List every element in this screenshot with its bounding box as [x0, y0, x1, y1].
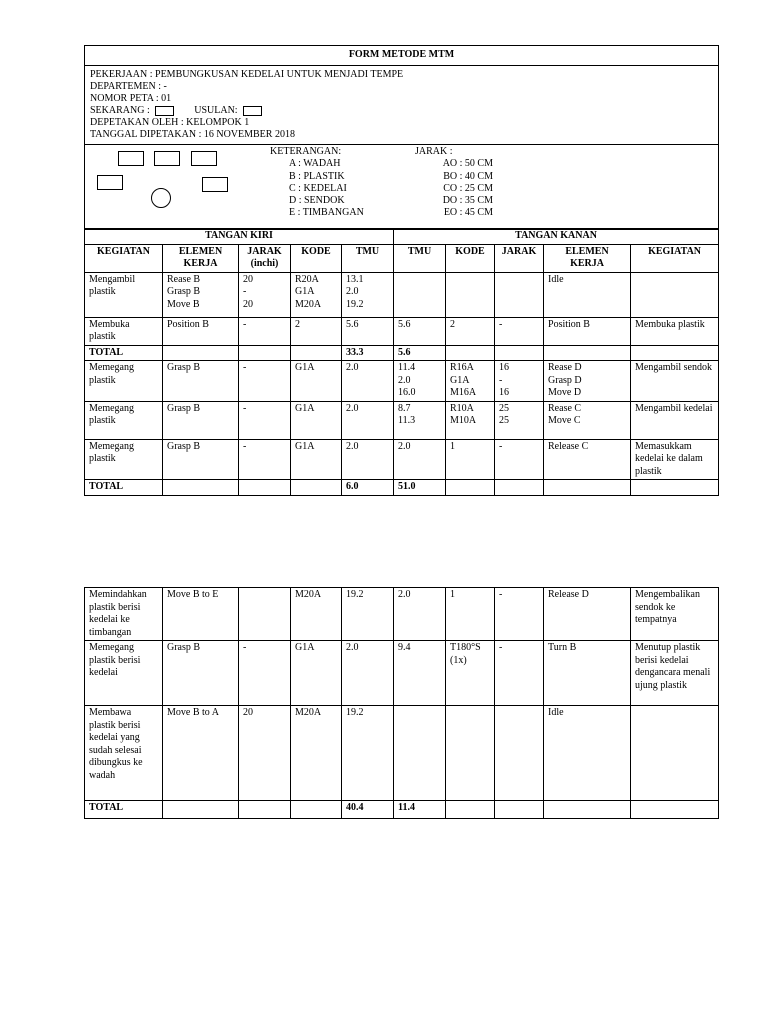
- cell-kegiatan-right: Mengembalikan sendok ke tempatnya: [631, 588, 719, 641]
- jarak-title: JARAK :: [415, 146, 453, 157]
- table-row: [85, 641, 719, 706]
- cell-elemen-left: Position B: [163, 317, 239, 345]
- cell-tmu-right: 11.4 2.0 16.0: [394, 361, 446, 402]
- table-row: [85, 272, 719, 317]
- cell-kegiatan-right: [631, 706, 719, 801]
- cell-tmu-left: 5.6: [342, 317, 394, 345]
- cell-jarak-left: -: [239, 317, 291, 345]
- cell-kegiatan-left: Memegang plastik berisi kedelai: [85, 641, 163, 706]
- cell-kegiatan-right: Membuka plastik: [631, 317, 719, 345]
- cell-jarak-right: [495, 345, 544, 361]
- cell-jarak-left: 20 - 20: [239, 272, 291, 317]
- table-row: [85, 401, 719, 439]
- cell-tmu-right: 9.4: [394, 641, 446, 706]
- cell-kode-right: [446, 706, 495, 801]
- cell-kegiatan-right: Menutup plastik berisi kedelai dengancara menali ujung plastik: [631, 641, 719, 706]
- cell-kode-right: 1: [446, 439, 495, 480]
- cell-kode-left: G1A: [291, 641, 342, 706]
- col-kode-right: KODE: [446, 244, 495, 272]
- cell-jarak-left: [239, 480, 291, 496]
- rect-shape-icon: [191, 151, 217, 166]
- cell-elemen-right: [544, 801, 631, 819]
- cell-jarak-left: -: [239, 401, 291, 439]
- cell-tmu-left: 13.1 2.0 19.2: [342, 272, 394, 317]
- cell-kegiatan-left: TOTAL: [85, 345, 163, 361]
- cell-kegiatan-right: Memasukkam kedelai ke dalam plastik: [631, 439, 719, 480]
- cell-jarak-right: [495, 706, 544, 801]
- right-hand-header: TANGAN KANAN: [394, 229, 719, 245]
- cell-kode-right: [446, 272, 495, 317]
- cell-kegiatan-left: Memindahkan plastik berisi kedelai ke timbangan: [85, 588, 163, 641]
- col-kode-left: KODE: [291, 244, 342, 272]
- jarak-list: [415, 146, 493, 220]
- cell-kode-right: T180°S (1x): [446, 641, 495, 706]
- rect-shape-icon: [202, 177, 228, 192]
- cell-elemen-left: [163, 801, 239, 819]
- sekarang-label: SEKARANG :: [90, 105, 150, 116]
- cell-tmu-right: 5.6: [394, 317, 446, 345]
- cell-elemen-right: Release D: [544, 588, 631, 641]
- table-row: [85, 706, 719, 801]
- cell-elemen-left: Grasp B: [163, 641, 239, 706]
- cell-kegiatan-right: Mengambil sendok: [631, 361, 719, 402]
- table-row: [85, 439, 719, 480]
- col-elemen-left: ELEMEN KERJA: [163, 244, 239, 272]
- col-kegiatan-right: KEGIATAN: [631, 244, 719, 272]
- cell-tmu-left: 2.0: [342, 641, 394, 706]
- rect-shape-icon: [118, 151, 144, 166]
- cell-tmu-left: 6.0: [342, 480, 394, 496]
- keterangan-list: [270, 146, 364, 220]
- cell-kode-right: R16A G1A M16A: [446, 361, 495, 402]
- cell-kegiatan-left: TOTAL: [85, 480, 163, 496]
- table-row: [85, 361, 719, 402]
- cell-jarak-right: [495, 801, 544, 819]
- cell-kegiatan-left: Memegang plastik: [85, 401, 163, 439]
- mtm-table-1: [84, 228, 719, 496]
- form-title: FORM METODE MTM: [85, 46, 718, 66]
- col-tmu-left: TMU: [342, 244, 394, 272]
- cell-kegiatan-left: Mengambil plastik: [85, 272, 163, 317]
- cell-kegiatan-left: Membuka plastik: [85, 317, 163, 345]
- cell-elemen-left: [163, 480, 239, 496]
- jarak-item: AO : 50 CM: [442, 158, 493, 170]
- cell-jarak-left: 20: [239, 706, 291, 801]
- cell-tmu-left: 2.0: [342, 401, 394, 439]
- cell-tmu-right: [394, 706, 446, 801]
- cell-kode-left: [291, 345, 342, 361]
- cell-jarak-right: [495, 272, 544, 317]
- cell-tmu-right: 2.0: [394, 439, 446, 480]
- cell-kode-left: G1A: [291, 401, 342, 439]
- cell-kode-left: G1A: [291, 439, 342, 480]
- form-header-block: [84, 45, 719, 230]
- cell-elemen-right: Release C: [544, 439, 631, 480]
- cell-tmu-left: 2.0: [342, 439, 394, 480]
- col-jarak-right: JARAK: [495, 244, 544, 272]
- cell-tmu-right: 51.0: [394, 480, 446, 496]
- cell-elemen-right: Idle: [544, 706, 631, 801]
- job-info: [85, 66, 718, 145]
- cell-jarak-right: -: [495, 588, 544, 641]
- cell-kode-right: R10A M10A: [446, 401, 495, 439]
- cell-elemen-left: Move B to A: [163, 706, 239, 801]
- cell-kegiatan-right: [631, 345, 719, 361]
- cell-kode-left: [291, 801, 342, 819]
- table-row: [85, 317, 719, 345]
- total-row: [85, 480, 719, 496]
- cell-kegiatan-right: [631, 272, 719, 317]
- table1-body: [85, 272, 719, 495]
- cell-tmu-left: 40.4: [342, 801, 394, 819]
- table2-body: [85, 588, 719, 819]
- keterangan-item: B : PLASTIK: [289, 170, 345, 182]
- cell-elemen-right: [544, 480, 631, 496]
- keterangan-item: E : TIMBANGAN: [289, 207, 364, 219]
- usulan-checkbox[interactable]: [243, 106, 262, 116]
- cell-tmu-right: 5.6: [394, 345, 446, 361]
- total-row: [85, 345, 719, 361]
- cell-jarak-right: -: [495, 641, 544, 706]
- circle-shape-icon: [151, 188, 171, 208]
- cell-jarak-right: 25 25: [495, 401, 544, 439]
- cell-kode-left: 2: [291, 317, 342, 345]
- cell-jarak-left: -: [239, 361, 291, 402]
- table-row: [85, 588, 719, 641]
- tanggal-text: TANGGAL DIPETAKAN : 16 NOVEMBER 2018: [90, 129, 295, 140]
- nomor-peta-text: NOMOR PETA : 01: [90, 93, 172, 104]
- legend-section: [85, 145, 718, 229]
- cell-kode-left: M20A: [291, 588, 342, 641]
- cell-kegiatan-left: Membawa plastik berisi kedelai yang sudah selesai dibungkus ke wadah: [85, 706, 163, 801]
- departemen-text: DEPARTEMEN : -: [90, 81, 167, 92]
- cell-jarak-left: [239, 588, 291, 641]
- cell-tmu-left: 33.3: [342, 345, 394, 361]
- cell-tmu-right: [394, 272, 446, 317]
- left-hand-header: TANGAN KIRI: [85, 229, 394, 245]
- jarak-item: EO : 45 CM: [443, 207, 493, 219]
- col-elemen-right: ELEMEN KERJA: [544, 244, 631, 272]
- cell-kode-right: [446, 480, 495, 496]
- cell-tmu-left: 2.0: [342, 361, 394, 402]
- usulan-label: USULAN:: [194, 105, 238, 116]
- cell-jarak-left: -: [239, 439, 291, 480]
- cell-elemen-left: Grasp B: [163, 401, 239, 439]
- cell-kode-left: R20A G1A M20A: [291, 272, 342, 317]
- cell-elemen-right: Idle: [544, 272, 631, 317]
- total-row: [85, 801, 719, 819]
- dipetakan-oleh-text: DEPETAKAN OLEH : KELOMPOK 1: [90, 117, 250, 128]
- sekarang-usulan-row: [90, 105, 718, 117]
- cell-kode-right: [446, 345, 495, 361]
- col-kegiatan-left: KEGIATAN: [85, 244, 163, 272]
- cell-tmu-left: 19.2: [342, 588, 394, 641]
- col-jarak-left: JARAK (inchi): [239, 244, 291, 272]
- keterangan-title: KETERANGAN:: [270, 146, 342, 157]
- cell-jarak-right: [495, 480, 544, 496]
- cell-jarak-right: -: [495, 317, 544, 345]
- cell-elemen-right: [544, 345, 631, 361]
- cell-elemen-left: Rease B Grasp B Move B: [163, 272, 239, 317]
- jarak-item: BO : 40 CM: [443, 170, 493, 182]
- cell-elemen-left: Move B to E: [163, 588, 239, 641]
- cell-tmu-right: 8.7 11.3: [394, 401, 446, 439]
- cell-tmu-left: 19.2: [342, 706, 394, 801]
- cell-jarak-left: [239, 801, 291, 819]
- keterangan-item: D : SENDOK: [289, 195, 345, 207]
- jarak-item: CO : 25 CM: [443, 182, 493, 194]
- cell-jarak-right: 16 - 16: [495, 361, 544, 402]
- mtm-table-2: [84, 587, 719, 819]
- cell-kode-left: M20A: [291, 706, 342, 801]
- cell-elemen-left: Grasp B: [163, 439, 239, 480]
- cell-elemen-left: Grasp B: [163, 361, 239, 402]
- cell-jarak-right: -: [495, 439, 544, 480]
- cell-elemen-right: Turn B: [544, 641, 631, 706]
- col-tmu-right: TMU: [394, 244, 446, 272]
- cell-kode-right: 2: [446, 317, 495, 345]
- cell-kode-right: [446, 801, 495, 819]
- cell-kegiatan-right: [631, 801, 719, 819]
- cell-kegiatan-left: TOTAL: [85, 801, 163, 819]
- cell-kegiatan-right: [631, 480, 719, 496]
- cell-kegiatan-left: Memegang plastik: [85, 361, 163, 402]
- cell-tmu-right: 2.0: [394, 588, 446, 641]
- cell-kegiatan-left: Memegang plastik: [85, 439, 163, 480]
- pekerjaan-text: PEKERJAAN : PEMBUNGKUSAN KEDELAI UNTUK MENJADI TEMPE: [90, 69, 404, 80]
- cell-elemen-right: Rease C Move C: [544, 401, 631, 439]
- rect-shape-icon: [154, 151, 180, 166]
- cell-kegiatan-right: Mengambil kedelai: [631, 401, 719, 439]
- sekarang-checkbox[interactable]: [155, 106, 174, 116]
- cell-kode-right: 1: [446, 588, 495, 641]
- jarak-item: DO : 35 CM: [442, 195, 493, 207]
- rect-shape-icon: [97, 175, 123, 190]
- cell-kode-left: G1A: [291, 361, 342, 402]
- keterangan-item: C : KEDELAI: [289, 182, 347, 194]
- cell-jarak-left: [239, 345, 291, 361]
- cell-elemen-right: Rease D Grasp D Move D: [544, 361, 631, 402]
- cell-kode-left: [291, 480, 342, 496]
- keterangan-item: A : WADAH: [289, 158, 341, 170]
- cell-tmu-right: 11.4: [394, 801, 446, 819]
- cell-elemen-left: [163, 345, 239, 361]
- cell-jarak-left: -: [239, 641, 291, 706]
- cell-elemen-right: Position B: [544, 317, 631, 345]
